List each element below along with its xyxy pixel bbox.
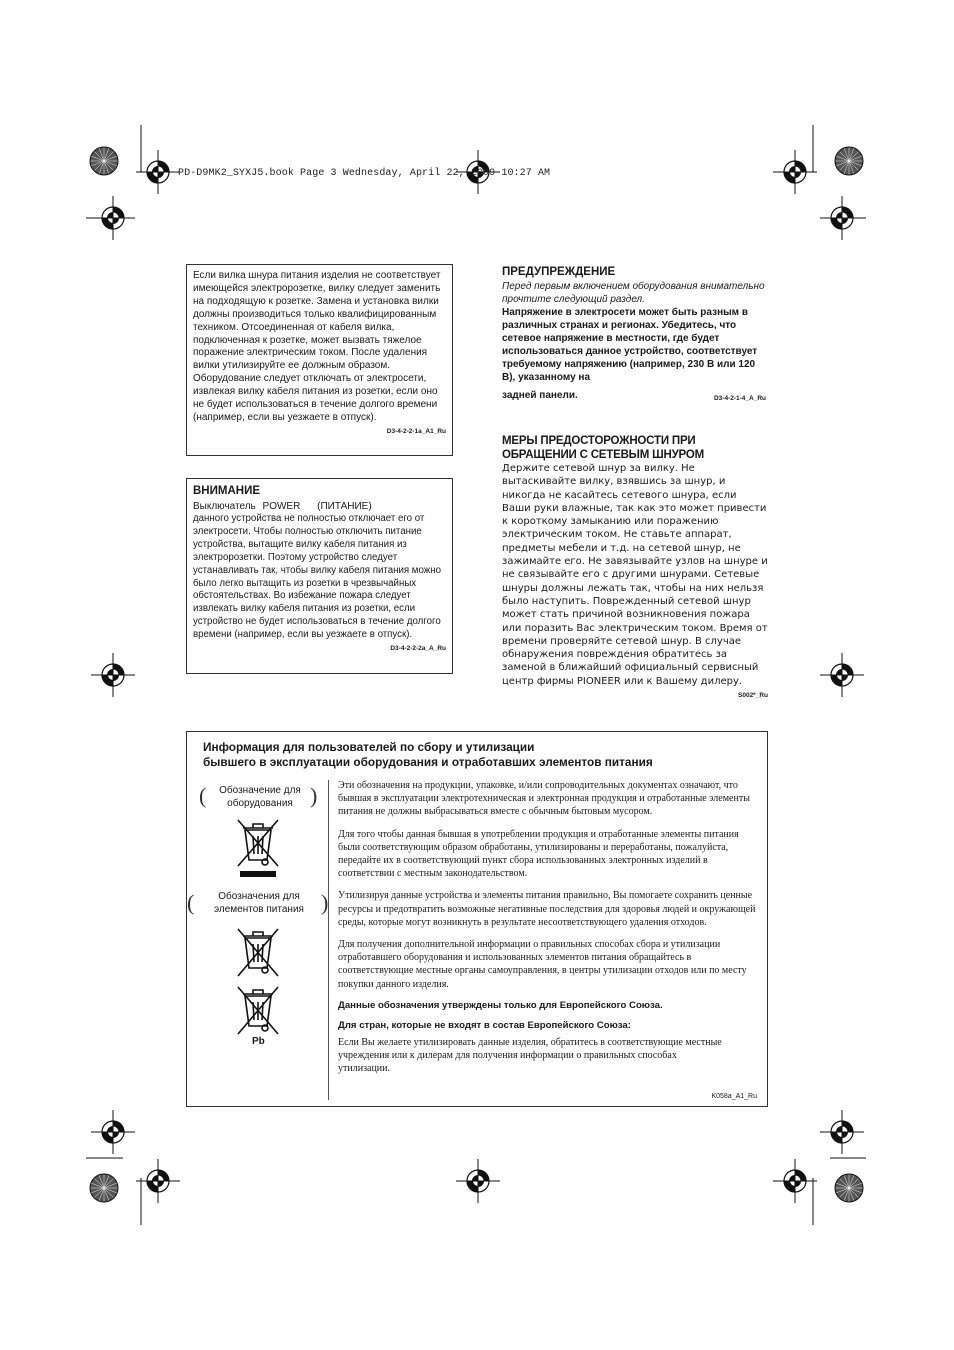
left-paren-icon: ( (199, 783, 207, 808)
warning-last-row (502, 389, 766, 402)
cord-code: S002*_Ru (738, 692, 768, 700)
cord-title: МЕРЫ ПРЕДОСТОРОЖНОСТИ ПРИ ОБРАЩЕНИИ С СЕТЕВЫМ ШНУРОМ (502, 435, 704, 461)
power-word: POWER (262, 501, 301, 512)
plug-notice-code: D3-4-2-2-1a_A1_Ru (386, 427, 446, 435)
attention-code: D3-4-2-2-2a_A_Ru (390, 645, 446, 653)
battery-bin-icon (235, 928, 329, 978)
symbol-batteries-label-wrap (187, 886, 329, 922)
weee-bin-bar-icon (235, 816, 329, 880)
symbol-column (187, 776, 329, 1047)
cord-section (502, 434, 768, 699)
disposal-info-box (186, 731, 768, 1107)
warning-intro: Перед первым включением оборудования внимательно прочтите следующий раздел. (502, 281, 765, 305)
file-header: PD-D9MK2_SYXJ5.book Page 3 Wednesday, April 22, 2009 10:27 AM (178, 168, 551, 179)
attention-title: ВНИМАНИЕ (193, 485, 261, 497)
disposal-p1: Эти обозначения на продукции, упаковке, и/или сопроводительных документах означают, что бывшая в эксплуатации электротехническая и электронная продукция и отработанные элементы питания не должны выбрасываться вместе с обычным бытовым мусором. (338, 780, 750, 818)
disposal-title-line2: бывшего в эксплуатации оборудования и отработавших элементов питания (203, 754, 653, 769)
disposal-p4: Для получения дополнительной информации о правильных способах сбора и утилизации отработавшего оборудования и использованных элементов питания обращайтесь в соответствующие местные органы самоуправления, в центры утилизации отходов или по месту покупки данного изделия. (338, 939, 747, 990)
disposal-title-line1: Информация для пользователей по сбору и утилизации (203, 740, 535, 754)
switch-label: Выключатель (193, 501, 256, 512)
right-paren-icon: ) (310, 783, 318, 808)
cord-text: Держите сетевой шнур за вилку. Не вытаскивайте вилку, взявшись за шнур, и никогда не касайтесь сетевого шнура, если Ваши руки влажные, так как это может привести к короткому замыканию или поражению электрическим током. Не ставьте аппарат, предметы мебели и т.д. на сетевой шнур, не зажимайте его. Не завязывайте узлов на шнуре и не связывайте его с другими шнурами. Сетевые шнуры должны лежать так, чтобы на них нельзя было наступить. Поврежденный сетевой шнур может стать причиной возникновения пожара или поразить Вас электрическим током. Время от времени проверяйте сетевой шнур. В случае обнаружения повреждения обратитесь за заменой в ближайший официальный сервисный центр фирмы PIONEER или к Вашему дилеру. (502, 463, 768, 687)
warning-section (502, 266, 766, 402)
power-ru: (ПИТАНИЕ) (317, 501, 372, 512)
eu-approval-note: Данные обозначения утверждены только для Европейского Союза. (338, 999, 663, 1011)
plug-notice-box (186, 264, 453, 456)
attention-text: данного устройства не полностью отключает его от электросети. Чтобы полностью отключить питание устройства, вытащите вилку кабеля питания из электророзетки. Поэтому устройство следует устанавливать так, чтобы вилку кабеля питания можно было легко вытащить из розетки в чрезвычайных обстоятельствах. Во избежание пожара следует извлекать вилку кабеля питания из розетки, если устройство не будет использоваться в течение долгого времени (например, если вы уезжаете в отпуск). (193, 513, 441, 641)
non-eu-heading: Для стран, которые не входят в состав Европейского Союза: (338, 1019, 631, 1031)
warning-last-line: задней панели. (502, 390, 578, 401)
right-paren-icon: ) (321, 890, 329, 915)
attention-box (186, 478, 453, 674)
left-paren-icon: ( (187, 890, 195, 915)
symbol-equipment-label: Обозначение для оборудования (219, 785, 301, 809)
disposal-p3: Утилизируя данные устройства и элементы питания правильно, Вы помогаете сохранить ценные ресурсы и предотвратить возможные негативные последствия для здоровья людей и окружающей среды, которые могут возникнуть в результате несоответствующего удаления отходов. (338, 890, 756, 928)
symbol-equipment-label-wrap (187, 780, 329, 814)
attention-switch-line (193, 500, 446, 513)
symbol-batteries-label: Обозначения для элементов питания (214, 891, 304, 915)
pb-label: Pb (252, 1036, 265, 1047)
warning-code: D3-4-2-1-4_A_Ru (713, 395, 766, 402)
plug-notice-text: Если вилка шнура питания изделия не соответствует имеющейся электророзетке, вилку следует заменить на подходящую к розетке. Замена и установка вилки должны производиться только квалифицированным техником. Отсоединенная от кабеля вилка, подключенная к розетке, может вызвать тяжелое поражение электрическим током. После удаления вилки утилизируйте ее должным образом. Оборудование следует отключать от электросети, извлекая вилку кабеля питания из розетки, если оно не будет использоваться в течение долгого времени (например, если вы уезжаете в отпуск). (193, 270, 441, 423)
disposal-title (203, 740, 653, 769)
disposal-p5: Если Вы желаете утилизировать данные изделия, обратитесь в соответствующие местные учреждения или к дилерам для получения информации о правильных способах утилизации. (338, 1036, 722, 1075)
disposal-p2: Для того чтобы данная бывшая в употреблении продукция и отработанные элементы питания были соответствующим образом обработаны, утилизированы и переработаны, пожалуйста, передайте их в соответствующий пункт сбора использованных электронных изделий в соответствии с местным законодательством. (338, 828, 739, 880)
disposal-text-column (338, 779, 758, 1075)
battery-pb-bin-icon (235, 986, 329, 1036)
disposal-code: K058a_A1_Ru (711, 1093, 757, 1100)
warning-title: ПРЕДУПРЕЖДЕНИЕ (502, 266, 616, 278)
column-divider (328, 780, 329, 1100)
warning-bold-text: Напряжение в электросети может быть разным в различных странах и регионах. Убедитесь, что сетевое напряжение в местности, где будет использоваться данное устройство, соответствует требуемому напряжению (например, 230 В или 120 В), указанному на (502, 307, 758, 383)
